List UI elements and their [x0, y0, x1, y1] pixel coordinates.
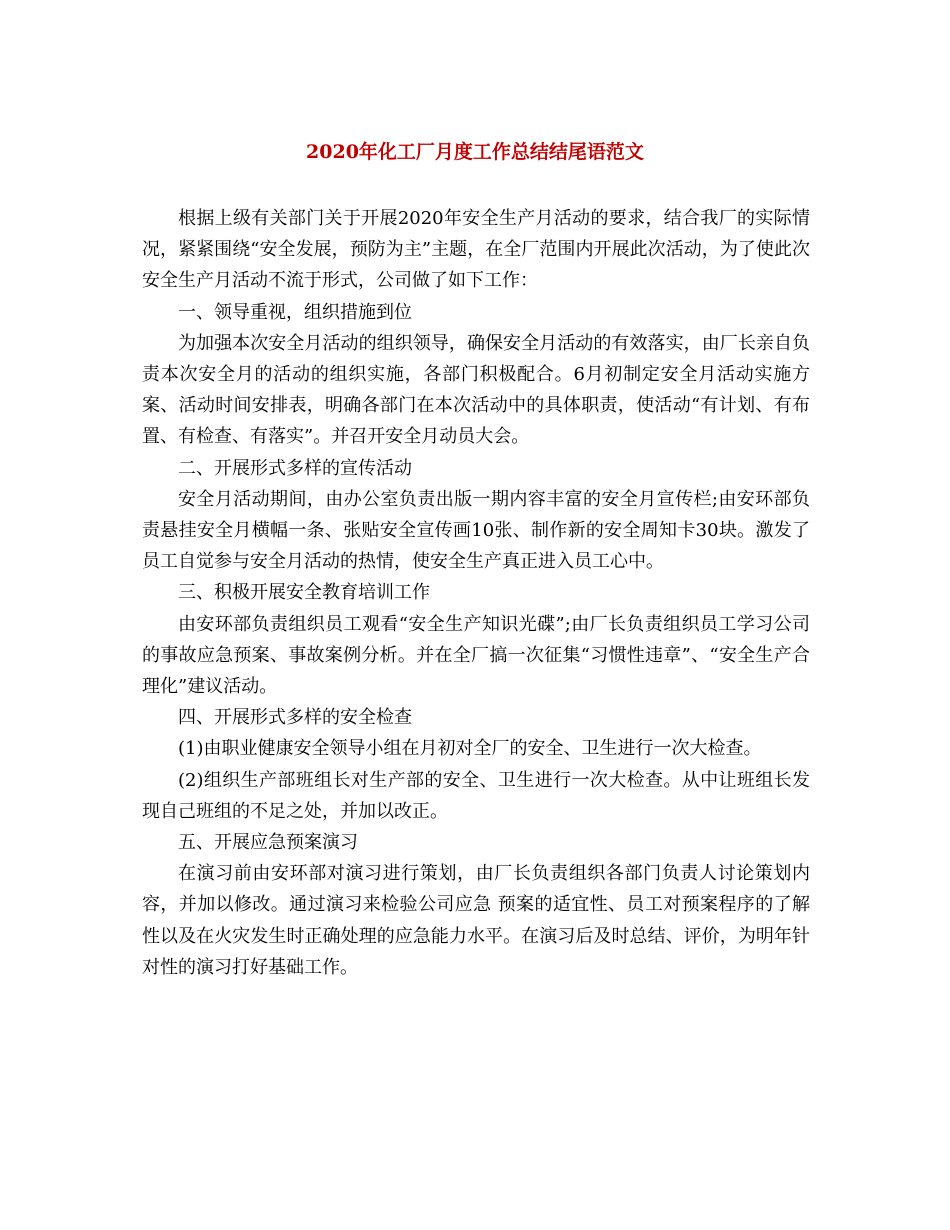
section-heading-1: 一、领导重视，组织措施到位	[178, 301, 412, 323]
section-paragraph-2: 安全月活动期间，由办公室负责出版一期内容丰富的安全月宣传栏;由安环部负责悬挂安全月横幅一条、张贴安全宣传画10张、制作新的安全周知卡30块。激发了员工自觉参与安全月活动的热情，使安全生产真正进入员工心中。	[142, 488, 810, 573]
document-body	[142, 203, 810, 983]
list-item-2: (2)组织生产部班组长对生产部的安全、卫生进行一次大检查。从中让班组长发现自己班组的不足之处，并加以改正。	[142, 769, 810, 822]
section-heading-2: 二、开展形式多样的宣传活动	[178, 457, 412, 479]
section-heading-4: 四、开展形式多样的安全检查	[178, 707, 412, 729]
section-heading-5: 五、开展应急预案演习	[178, 832, 358, 854]
list-item-1: (1)由职业健康安全领导小组在月初对全厂的安全、卫生进行一次大检查。	[178, 738, 762, 760]
section-paragraph-3: 由安环部负责组织员工观看“安全生产知识光碟”;由厂长负责组织员工学习公司的事故应急预案、事故案例分析。并在全厂搞一次征集“习惯性违章”、“安全生产合理化”建议活动。	[142, 613, 810, 698]
section-paragraph-1: 为加强本次安全月活动的组织领导，确保安全月活动的有效落实，由厂长亲自负责本次安全月的活动的组织实施，各部门积极配合。6月初制定安全月活动实施方案、活动时间安排表，明确各部门在本次活动中的具体职责，使活动“有计划、有布置、有检查、有落实”。并召开安全月动员大会。	[142, 332, 810, 448]
document-title: 2020年化工厂月度工作总结结尾语范文	[306, 141, 644, 163]
section-paragraph-5: 在演习前由安环部对演习进行策划，由厂长负责组织各部门负责人讨论策划内容，并加以修改。通过演习来检验公司应急 预案的适宜性、员工对预案程序的了解性以及在火灾发生时正确处理的应急能力水平。在演习后及时总结、评价，为明年针对性的演习打好基础工作。	[142, 863, 810, 978]
section-heading-3: 三、积极开展安全教育培训工作	[178, 582, 430, 604]
intro-paragraph: 根据上级有关部门关于开展2020年安全生产月活动的要求，结合我厂的实际情况，紧紧围绕“安全发展，预防为主”主题，在全厂范围内开展此次活动，为了使此次安全生产月活动不流于形式，公司做了如下工作：	[142, 208, 810, 292]
